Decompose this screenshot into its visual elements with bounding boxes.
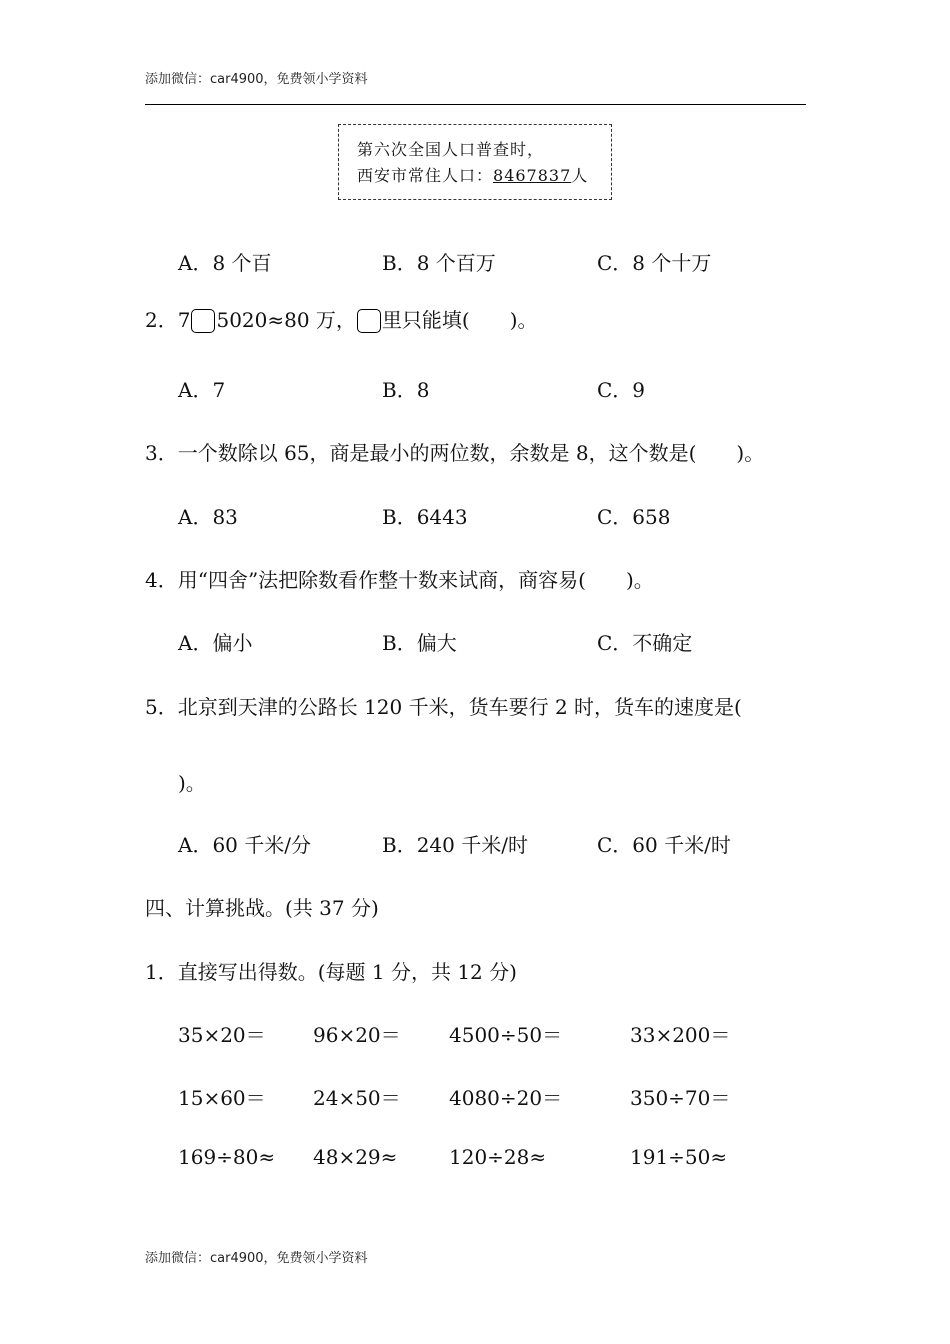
header-rule (145, 104, 806, 105)
q1-option-a: A．8 个百 (178, 251, 272, 275)
calc-item: 4500÷50＝ (449, 1023, 563, 1047)
blank-box-icon (357, 309, 381, 333)
q2-part-2: 5020≈80 万， (216, 308, 356, 332)
q2-option-a: A．7 (178, 378, 226, 402)
info-box (338, 124, 612, 200)
q4-question: 4．用“四舍”法把除数看作整十数来试商，商容易( )。 (145, 568, 654, 592)
q4-option-a: A．偏小 (178, 631, 253, 655)
calc-item: 169÷80≈ (178, 1145, 276, 1169)
q3-option-a: A．83 (178, 505, 238, 529)
calc-item: 33×200＝ (630, 1023, 731, 1047)
calc-item: 35×20＝ (178, 1023, 266, 1047)
q4-option-b: B．偏大 (382, 631, 457, 655)
q2-option-c: C．9 (597, 378, 646, 402)
population-number: 8467837 (493, 166, 572, 185)
q3-question: 3．一个数除以 65，商是最小的两位数，余数是 8，这个数是( )。 (145, 441, 765, 465)
calc-item: 48×29≈ (313, 1145, 398, 1169)
calc-item: 350÷70＝ (630, 1086, 731, 1110)
info-box-line-2 (357, 163, 588, 186)
calc-item: 96×20＝ (313, 1023, 401, 1047)
q5-option-c: C．60 千米/时 (597, 833, 731, 857)
q5-question: 5．北京到天津的公路长 120 千米，货车要行 2 时，货车的速度是( (145, 695, 742, 719)
footer-watermark: 添加微信：car4900，免费领小学资料 (145, 1251, 368, 1266)
section-4-title: 四、计算挑战。(共 37 分) (145, 896, 379, 920)
q3-option-b: B．6443 (382, 505, 468, 529)
info-box-line-2-prefix: 西安市常住人口： (357, 166, 494, 185)
q2-part-1: 7 (177, 308, 191, 332)
calc-item: 15×60＝ (178, 1086, 266, 1110)
info-box-line-2-suffix: 人 (571, 166, 589, 185)
q2-number: 2． (145, 308, 178, 332)
calc-1-title: 1．直接写出得数。(每题 1 分，共 12 分) (145, 960, 517, 984)
q1-option-b: B．8 个百万 (382, 251, 496, 275)
q3-option-c: C．658 (597, 505, 671, 529)
q1-option-c: C．8 个十万 (597, 251, 712, 275)
calc-item: 4080÷20＝ (449, 1086, 563, 1110)
calc-item: 24×50＝ (313, 1086, 401, 1110)
q5-question-cont: )。 (178, 771, 206, 795)
q2-option-b: B．8 (382, 378, 430, 402)
q5-option-b: B．240 千米/时 (382, 833, 528, 857)
q2-part-3: 里只能填( )。 (381, 308, 538, 332)
q5-option-a: A．60 千米/分 (178, 833, 311, 857)
blank-box-icon (191, 309, 215, 333)
info-box-line-1: 第六次全国人口普查时， (357, 140, 545, 159)
header-watermark: 添加微信：car4900，免费领小学资料 (145, 72, 368, 87)
calc-item: 120÷28≈ (449, 1145, 547, 1169)
q4-option-c: C．不确定 (597, 631, 693, 655)
q2-question (145, 304, 538, 333)
calc-item: 191÷50≈ (630, 1145, 728, 1169)
